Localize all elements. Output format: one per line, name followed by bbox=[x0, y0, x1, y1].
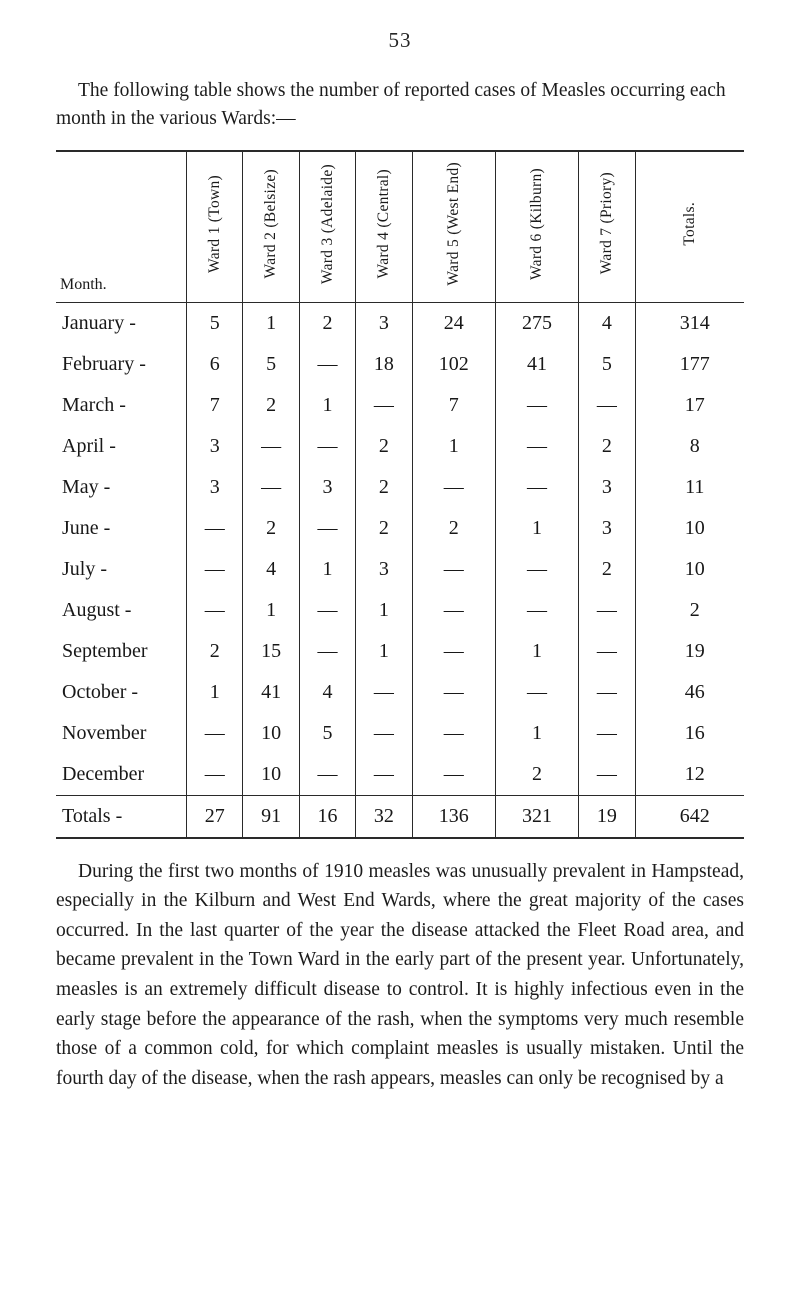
cell-ward-7: 3 bbox=[579, 508, 635, 549]
body-paragraph: During the first two months of 1910 measles was unusually prevalent in Hampstead, especially in the Kilburn and West End Wards, where the great majority of the cases occurred. In the last quarter of the year the disease attacked the Fleet Road area, and became prevalent in the Town Ward in the early part of the present year. Unfortunately, measles is an extremely difficult disease to control. It is highly infectious even in the early stage before the appearance of the rash, when the symptoms very much resemble those of a common cold, for which complaint measles is usually mistaken. Until the fourth day of the disease, when the rash appears, measles can only be recognised by a bbox=[56, 860, 744, 1089]
cell-ward-4: 2 bbox=[356, 467, 412, 508]
cell-ward-2: — bbox=[243, 467, 299, 508]
cell-total: 16 bbox=[684, 721, 705, 744]
cell-ward-3: — bbox=[299, 508, 355, 549]
table-row bbox=[56, 385, 744, 426]
cell-ward-6: — bbox=[495, 426, 578, 467]
total-ward-4: 32 bbox=[356, 795, 412, 837]
cell-ward-1: 7 bbox=[187, 385, 243, 426]
cell-ward-6: 41 bbox=[495, 344, 578, 385]
cell-total: 19 bbox=[684, 639, 705, 662]
cell-ward-4: — bbox=[356, 713, 412, 754]
grand-total: 642 bbox=[635, 795, 744, 837]
cell-ward-7: — bbox=[579, 754, 635, 796]
cell-ward-1: — bbox=[187, 549, 243, 590]
cell-ward-3: 3 bbox=[299, 467, 355, 508]
column-header-ward-5-label: Ward 5 (West End) bbox=[445, 161, 463, 286]
cell-ward-6: 1 bbox=[495, 713, 578, 754]
row-month: July - bbox=[56, 549, 187, 590]
table-row bbox=[56, 508, 744, 549]
cell-ward-3: — bbox=[299, 426, 355, 467]
column-header-month-label: Month. bbox=[60, 275, 107, 293]
cell-ward-2: 2 bbox=[243, 508, 299, 549]
column-header-ward-2 bbox=[243, 151, 299, 303]
cell-ward-6: — bbox=[495, 549, 578, 590]
column-header-ward-3-label: Ward 3 (Adelaide) bbox=[318, 163, 336, 284]
column-header-ward-4 bbox=[356, 151, 412, 303]
cell-ward-7: — bbox=[579, 713, 635, 754]
cell-ward-5: — bbox=[412, 631, 495, 672]
table-row bbox=[56, 344, 744, 385]
cell-total: 177 bbox=[679, 352, 710, 375]
column-header-totals-label: Totals. bbox=[681, 201, 699, 246]
cell-ward-1: — bbox=[187, 754, 243, 796]
column-header-ward-7 bbox=[579, 151, 635, 303]
cell-ward-2: 2 bbox=[243, 385, 299, 426]
row-month: August - bbox=[56, 590, 187, 631]
cell-ward-5: 24 bbox=[412, 303, 495, 344]
cell-ward-6: — bbox=[495, 385, 578, 426]
intro-paragraph: The following table shows the number of reported cases of Measles occurring each month in the various Wards:— bbox=[56, 80, 726, 130]
cell-ward-4: 1 bbox=[356, 590, 412, 631]
table-row bbox=[56, 713, 744, 754]
row-month: January - bbox=[56, 303, 187, 344]
cell-total: 10 bbox=[684, 557, 705, 580]
cell-ward-7: 3 bbox=[579, 467, 635, 508]
cell-ward-5: — bbox=[412, 549, 495, 590]
cell-ward-5: — bbox=[412, 713, 495, 754]
cell-total: 11 bbox=[685, 475, 705, 498]
row-month: December bbox=[56, 754, 187, 796]
total-ward-3: 16 bbox=[299, 795, 355, 837]
table-row bbox=[56, 672, 744, 713]
cell-total: 17 bbox=[684, 393, 705, 416]
cell-ward-7: — bbox=[579, 385, 635, 426]
total-ward-7: 19 bbox=[579, 795, 635, 837]
row-month: April - bbox=[56, 426, 187, 467]
cell-ward-1: 5 bbox=[187, 303, 243, 344]
cell-ward-5: — bbox=[412, 590, 495, 631]
cell-ward-5: 1 bbox=[412, 426, 495, 467]
cell-ward-7: — bbox=[579, 672, 635, 713]
cell-ward-3: 2 bbox=[299, 303, 355, 344]
cell-total: 314 bbox=[679, 311, 710, 334]
cell-ward-7: — bbox=[579, 631, 635, 672]
cell-ward-1: — bbox=[187, 713, 243, 754]
cell-ward-5: — bbox=[412, 754, 495, 796]
cell-total: 12 bbox=[684, 762, 705, 785]
table-row bbox=[56, 467, 744, 508]
row-month: March - bbox=[56, 385, 187, 426]
column-header-ward-7-label: Ward 7 (Priory) bbox=[598, 172, 616, 275]
table-row bbox=[56, 590, 744, 631]
column-header-ward-2-label: Ward 2 (Belsize) bbox=[262, 168, 280, 279]
column-header-ward-6-label: Ward 6 (Kilburn) bbox=[528, 167, 546, 280]
column-header-ward-4-label: Ward 4 (Central) bbox=[375, 168, 393, 279]
row-month: February - bbox=[56, 344, 187, 385]
cell-ward-4: — bbox=[356, 672, 412, 713]
cell-ward-5: — bbox=[412, 672, 495, 713]
cell-ward-1: 2 bbox=[187, 631, 243, 672]
cell-ward-2: 5 bbox=[243, 344, 299, 385]
cell-ward-4: 18 bbox=[356, 344, 412, 385]
cell-ward-7: 4 bbox=[579, 303, 635, 344]
column-header-month bbox=[56, 151, 187, 303]
cell-ward-2: — bbox=[243, 426, 299, 467]
cell-ward-3: — bbox=[299, 590, 355, 631]
cell-total: 46 bbox=[684, 680, 705, 703]
cell-ward-5: 2 bbox=[412, 508, 495, 549]
cell-ward-3: 1 bbox=[299, 385, 355, 426]
row-month: June - bbox=[56, 508, 187, 549]
cell-ward-1: 6 bbox=[187, 344, 243, 385]
total-ward-1: 27 bbox=[187, 795, 243, 837]
cell-ward-7: 2 bbox=[579, 426, 635, 467]
cell-ward-6: 2 bbox=[495, 754, 578, 796]
cell-ward-3: 5 bbox=[299, 713, 355, 754]
measles-cases-table bbox=[56, 150, 744, 837]
cell-ward-2: 41 bbox=[243, 672, 299, 713]
table-row bbox=[56, 549, 744, 590]
column-header-ward-6 bbox=[495, 151, 578, 303]
cell-ward-4: — bbox=[356, 385, 412, 426]
cell-ward-1: 1 bbox=[187, 672, 243, 713]
column-header-ward-1 bbox=[187, 151, 243, 303]
cell-ward-7: 5 bbox=[579, 344, 635, 385]
cell-total: 10 bbox=[684, 516, 705, 539]
cell-ward-2: 1 bbox=[243, 590, 299, 631]
table-totals-row bbox=[56, 795, 744, 837]
cell-ward-1: 3 bbox=[187, 467, 243, 508]
cell-ward-4: 1 bbox=[356, 631, 412, 672]
cell-ward-2: 10 bbox=[243, 754, 299, 796]
cell-ward-6: 1 bbox=[495, 508, 578, 549]
cell-total: 2 bbox=[689, 598, 700, 621]
table-bottom-rule bbox=[56, 837, 744, 839]
cell-ward-3: — bbox=[299, 344, 355, 385]
column-header-ward-5 bbox=[412, 151, 495, 303]
cell-ward-5: 7 bbox=[412, 385, 495, 426]
table-row bbox=[56, 754, 744, 796]
cell-ward-4: 3 bbox=[356, 549, 412, 590]
column-header-ward-1-label: Ward 1 (Town) bbox=[206, 174, 224, 273]
cell-ward-3: — bbox=[299, 631, 355, 672]
page-number: 53 bbox=[388, 28, 412, 52]
cell-ward-3: 4 bbox=[299, 672, 355, 713]
cell-ward-2: 15 bbox=[243, 631, 299, 672]
cell-ward-4: 2 bbox=[356, 508, 412, 549]
cell-ward-4: 3 bbox=[356, 303, 412, 344]
row-month: November bbox=[56, 713, 187, 754]
row-month: September bbox=[56, 631, 187, 672]
cell-ward-6: 275 bbox=[495, 303, 578, 344]
table-header-row bbox=[56, 151, 744, 303]
cell-ward-3: — bbox=[299, 754, 355, 796]
cell-ward-4: 2 bbox=[356, 426, 412, 467]
cell-ward-2: 1 bbox=[243, 303, 299, 344]
column-header-ward-3 bbox=[299, 151, 355, 303]
table-header bbox=[56, 151, 744, 303]
totals-label: Totals - bbox=[56, 795, 187, 837]
cell-ward-5: 102 bbox=[412, 344, 495, 385]
table-row bbox=[56, 303, 744, 344]
cell-total: 8 bbox=[689, 434, 700, 457]
cell-ward-2: 4 bbox=[243, 549, 299, 590]
cell-ward-6: — bbox=[495, 590, 578, 631]
cell-ward-1: — bbox=[187, 508, 243, 549]
cell-ward-1: — bbox=[187, 590, 243, 631]
cell-ward-5: — bbox=[412, 467, 495, 508]
cell-ward-2: 10 bbox=[243, 713, 299, 754]
total-ward-5: 136 bbox=[412, 795, 495, 837]
cell-ward-6: — bbox=[495, 672, 578, 713]
row-month: May - bbox=[56, 467, 187, 508]
cell-ward-7: — bbox=[579, 590, 635, 631]
table-body bbox=[56, 302, 744, 837]
cell-ward-6: — bbox=[495, 467, 578, 508]
table-row bbox=[56, 426, 744, 467]
row-month: October - bbox=[56, 672, 187, 713]
total-ward-2: 91 bbox=[243, 795, 299, 837]
cell-ward-7: 2 bbox=[579, 549, 635, 590]
column-header-totals bbox=[635, 151, 744, 303]
cell-ward-1: 3 bbox=[187, 426, 243, 467]
table-row bbox=[56, 631, 744, 672]
total-ward-6: 321 bbox=[495, 795, 578, 837]
cell-ward-4: — bbox=[356, 754, 412, 796]
cell-ward-3: 1 bbox=[299, 549, 355, 590]
cell-ward-6: 1 bbox=[495, 631, 578, 672]
